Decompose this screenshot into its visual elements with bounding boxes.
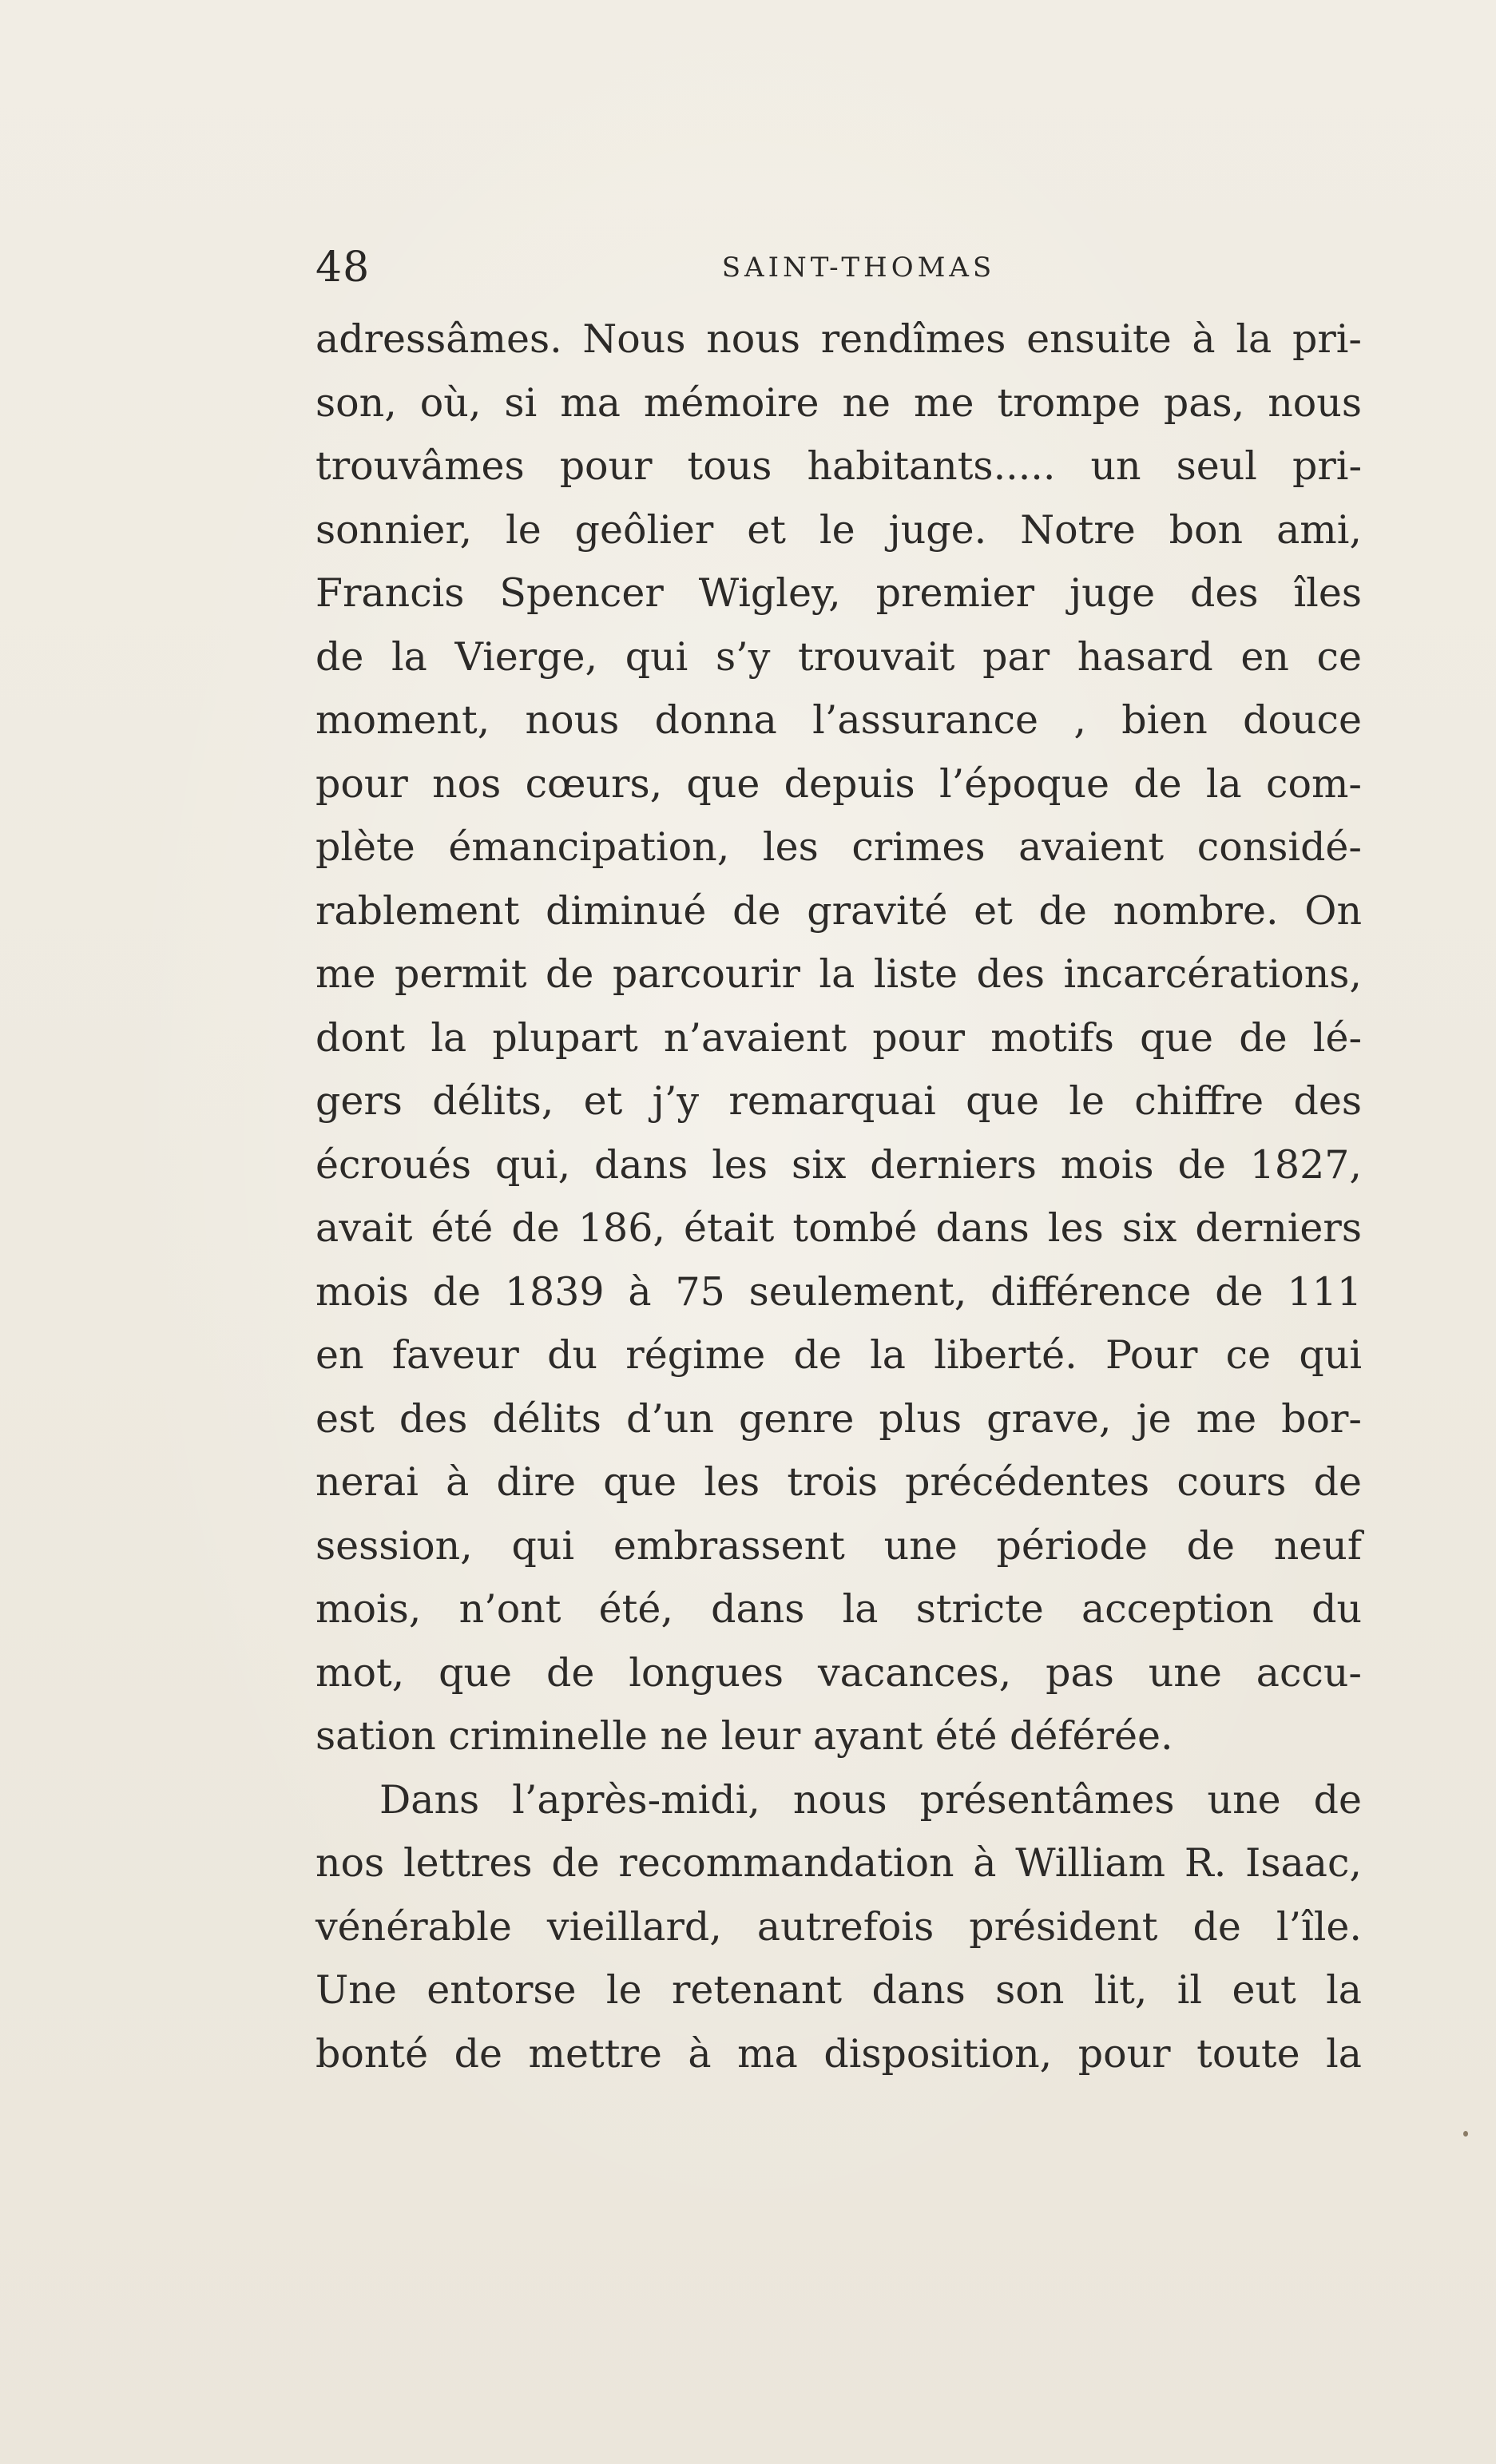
- text-line: adressâmes. Nous nous rendîmes ensuite à la pri-: [315, 316, 1362, 362]
- page-header: [315, 240, 1362, 296]
- text-line: pour nos cœurs, que depuis l’époque de la com-: [315, 760, 1362, 807]
- text-line: plète émancipation, les crimes avaient considé-: [315, 824, 1362, 870]
- paper-speck: [1463, 2131, 1468, 2137]
- text-line: bonté de mettre à ma disposition, pour toute la: [315, 2030, 1362, 2077]
- text-line: me permit de parcourir la liste des incarcérations,: [315, 951, 1362, 997]
- body-text: [315, 308, 1362, 2085]
- paragraph-1: [315, 308, 1362, 1768]
- text-line: nos lettres de recommandation à William R. Isaac,: [315, 1840, 1362, 1886]
- text-line: mois de 1839 à 75 seulement, différence de 111: [315, 1268, 1362, 1315]
- text-line: écroués qui, dans les six derniers mois de 1827,: [315, 1141, 1362, 1188]
- text-line: rablement diminué de gravité et de nombre. On: [315, 887, 1362, 934]
- text-line: son, où, si ma mémoire ne me trompe pas, nous: [315, 379, 1362, 426]
- text-line: sonnier, le geôlier et le juge. Notre bon ami,: [315, 506, 1362, 553]
- text-line: avait été de 186, était tombé dans les six derniers: [315, 1205, 1362, 1251]
- page-number: 48: [315, 244, 371, 292]
- text-line: de la Vierge, qui s’y trouvait par hasard en ce: [315, 633, 1362, 680]
- text-line: en faveur du régime de la liberté. Pour ce qui: [315, 1332, 1362, 1378]
- text-line: session, qui embrassent une période de neuf: [315, 1522, 1362, 1569]
- running-title: SAINT-THOMAS: [721, 252, 996, 284]
- text-line: mot, que de longues vacances, pas une accu-: [315, 1649, 1362, 1696]
- text-line: trouvâmes pour tous habitants..... un seul pri-: [315, 443, 1362, 489]
- text-line: mois, n’ont été, dans la stricte acception du: [315, 1586, 1362, 1632]
- text-line: Dans l’après-midi, nous présentâmes une de: [379, 1776, 1362, 1823]
- text-line: vénérable vieillard, autrefois président de l’île.: [315, 1903, 1362, 1950]
- text-line: nerai à dire que les trois précédentes cours de: [315, 1459, 1362, 1505]
- text-line: gers délits, et j’y remarquai que le chiffre des: [315, 1078, 1362, 1124]
- text-line: Francis Spencer Wigley, premier juge des îles: [315, 570, 1362, 616]
- text-line: moment, nous donna l’assurance , bien douce: [315, 697, 1362, 743]
- text-line: dont la plupart n’avaient pour motifs que de lé-: [315, 1014, 1362, 1061]
- text-line: est des délits d’un genre plus grave, je me bor-: [315, 1395, 1362, 1442]
- paragraph-2: [315, 1768, 1362, 2086]
- text-line: sation criminelle ne leur ayant été déférée.: [315, 1713, 1173, 1759]
- text-line: Une entorse le retenant dans son lit, il eut la: [315, 1967, 1362, 2013]
